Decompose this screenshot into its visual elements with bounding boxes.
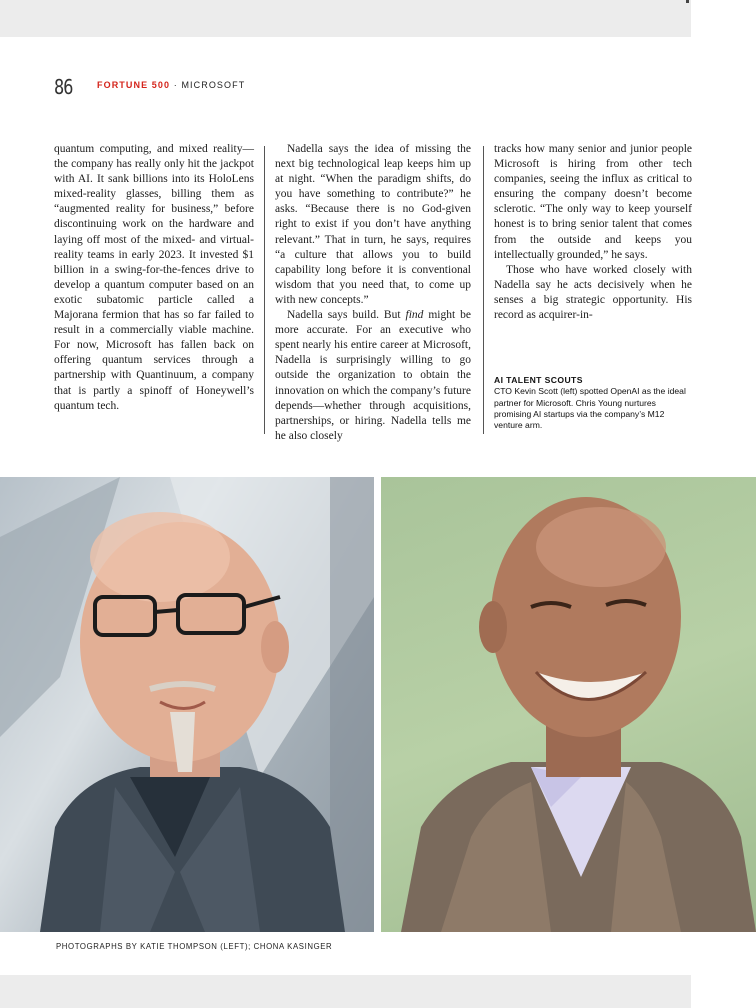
photo-caption	[494, 375, 694, 431]
brand-label: FORTUNE 500	[97, 80, 171, 90]
col3-paragraph-1: tracks how many senior and junior people Microsoft is hiring from other tech companies, seeing the influx as critical to ensuring the company doesn’t become sclerotic. “The only way to keep yourself honest is to bring senior talent that comes from the outside and keeps you intellectually grounded,” he says.	[494, 143, 692, 261]
portrait-right-illustration	[381, 477, 756, 932]
article-column-2	[275, 142, 471, 444]
article-column-3	[494, 142, 692, 323]
portrait-left-illustration	[0, 477, 374, 932]
running-header	[97, 80, 245, 90]
article-column-1	[54, 142, 254, 414]
top-gray-bar	[0, 0, 691, 37]
col3-paragraph-2: Those who have worked closely with Nadella say he acts decisively when he senses a big strategic opportunity. His record as acquirer-in-	[494, 263, 692, 322]
caption-text: CTO Kevin Scott (left) spotted OpenAI as the ideal partner for Microsoft. Chris Young nurtures promising AI startups via the company’s M12 venture arm.	[494, 386, 686, 431]
photo-credit: PHOTOGRAPHS BY KATIE THOMPSON (LEFT); CHONA KASINGER	[56, 942, 333, 951]
section-label: MICROSOFT	[181, 80, 246, 90]
header-separator: ·	[170, 80, 182, 90]
col2-emphasis: find	[405, 309, 424, 322]
col2-paragraph-1: Nadella says the idea of missing the next big technological leap keeps him up at night. “When the paradigm shifts, do you have something to contribute?” he asks. “Because there is no God-given right to exist if you don’t have anything relevant.” That in turn, he says, requires “a culture that allows you to build capability long before it is conventional wisdom that you need that, to come up with new concepts.”	[275, 143, 471, 306]
col2-text-before: Nadella says build. But	[287, 309, 406, 322]
col2-paragraph-2	[275, 308, 471, 444]
col2-text-after: might be more accurate. For an executive who spent nearly his entire career at Microsoft, Nadella is surprisingly willing to go outside the organization to obtain the innovation on which the company’s future depends—whether through acquisitions, partnerships, or hiring. Nadella tells me he also closely	[275, 309, 471, 442]
corner-mark	[686, 0, 689, 3]
col1-paragraph: quantum computing, and mixed reality—the company has really only hit the jackpot with AI. It sank billions into its HoloLens mixed-reality glasses, billing them as “augmented reality for business,” before discontinuing work on the hardware and laying off most of the mixed- and virtual-reality teams in early 2023. It invested $1 billion in a swing-for-the-fences drive to develop a quantum computer based on an exotic subatomic particle called a Majorana fermion that has so far failed to result in a commercially viable machine. For now, Microsoft has fallen back on offering quantum services through a partnership with Quantinuum, a company that is partly a spinoff of Honeywell’s quantum tech.	[54, 143, 254, 412]
column-divider	[264, 146, 265, 434]
column-divider	[483, 146, 484, 434]
caption-title: AI TALENT SCOUTS	[494, 375, 583, 385]
portrait-photo-left	[0, 477, 374, 932]
portrait-photo-right	[381, 477, 756, 932]
bottom-gray-bar	[0, 975, 691, 1008]
page-number: 86	[54, 76, 73, 100]
